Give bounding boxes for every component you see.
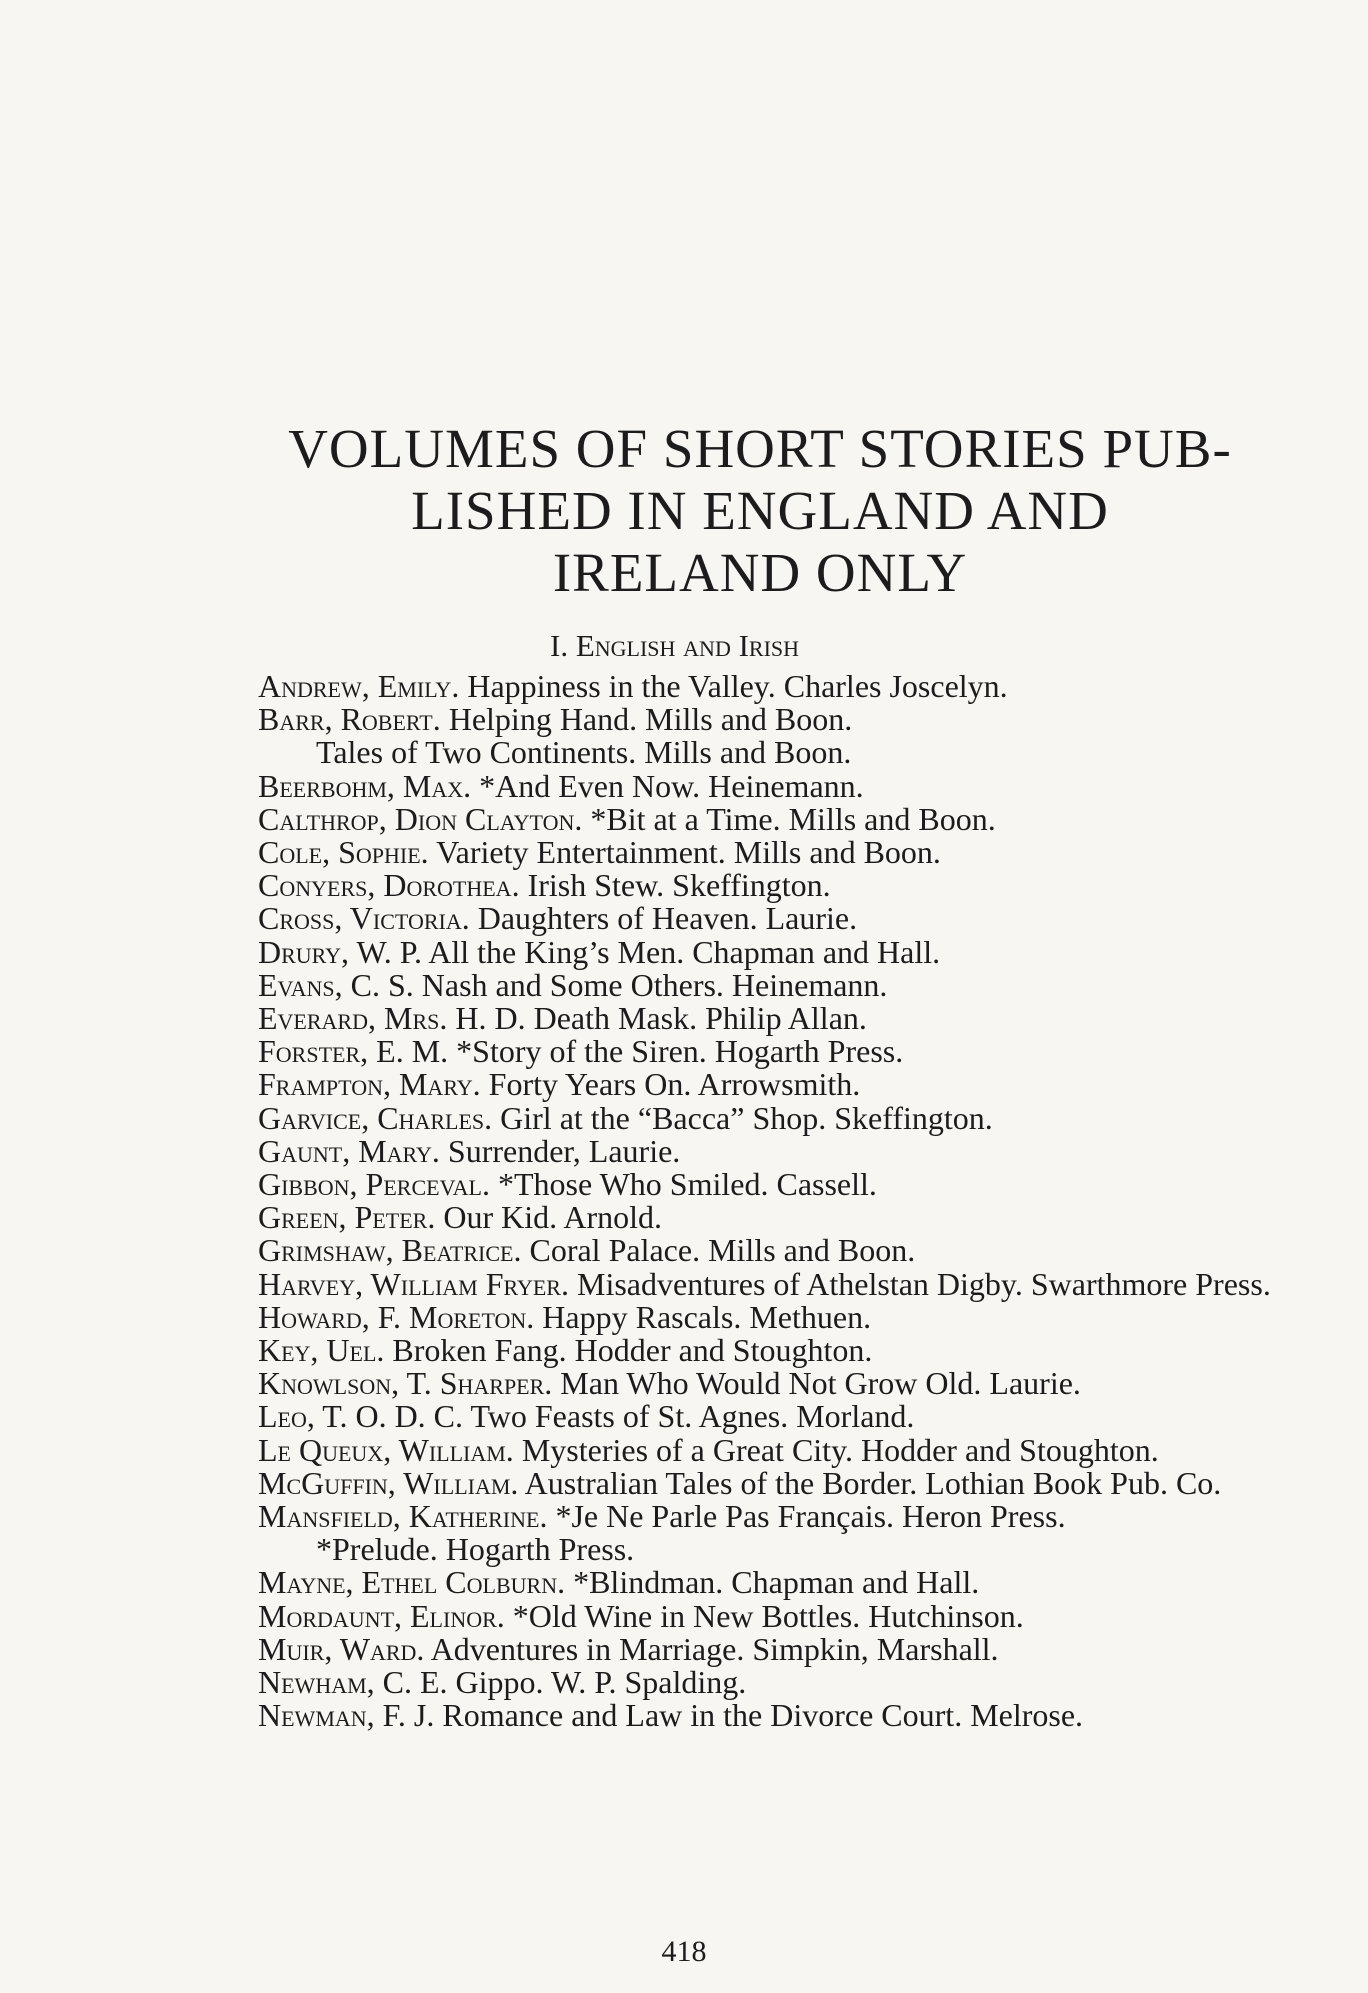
bibliography-entry [258,767,1288,804]
entry-work: Australian Tales of the Border. Lothian Book Pub. Co. [524,1464,1222,1501]
entry-author: Forster, E. M. [258,1033,449,1070]
entry-work: Misadventures of Athelstan Digby. Swarthmore Press. [576,1265,1271,1302]
entry-work: Two Feasts of St. Agnes. Morland. [470,1398,915,1435]
entry-author: Gaunt, Mary. [258,1132,440,1169]
entry-author: Gibbon, Perceval. [258,1166,490,1203]
bibliography-entry [258,1566,1288,1599]
entry-author: Conyers, Dorothea. [258,867,520,904]
page-title [220,418,1300,604]
bibliography-entry [258,836,1288,869]
entry-work: Forty Years On. Arrowsmith. [488,1066,861,1103]
entry-author: Barr, Robert. [258,701,441,738]
bibliography-entry [258,902,1288,935]
entry-work: Tales of Two Continents. Mills and Boon. [316,734,852,771]
entry-work: Helping Hand. Mills and Boon. [448,701,853,738]
entry-work: Man Who Would Not Grow Old. Laurie. [560,1365,1081,1402]
entry-author: Garvice, Charles. [258,1099,493,1136]
bibliography-entry [258,1597,1288,1634]
entry-work: *Bit at a Time. Mills and Boon. [590,800,996,837]
entry-author: Harvey, William Fryer. [258,1265,569,1302]
entry-work: Broken Fang. Hodder and Stoughton. [392,1332,873,1369]
entry-work: Irish Stew. Skeffington. [527,867,831,904]
bibliography-entry [258,1002,1288,1035]
entry-work: Our Kid. Arnold. [443,1199,662,1236]
bibliography-entry [258,1699,1288,1732]
bibliography-entry [258,1431,1288,1468]
bibliography-entry [258,1201,1288,1234]
bibliography-entry [258,1168,1288,1201]
entry-work: Adventures in Marriage. Simpkin, Marshall. [430,1630,999,1667]
entry-author: Knowlson, T. Sharper. [258,1365,553,1402]
bibliography-entry [258,1533,1288,1566]
bibliography-entry [258,1464,1288,1501]
bibliography-entry [258,1234,1288,1267]
entry-work: Romance and Law in the Divorce Court. Melrose. [442,1697,1084,1734]
entry-work: *Story of the Siren. Hogarth Press. [456,1033,904,1070]
entry-author: Frampton, Mary. [258,1066,481,1103]
entry-author: Key, Uel. [258,1332,385,1369]
entry-author: Drury, W. P. [258,933,422,970]
entry-author: Andrew, Emily. [258,668,460,704]
entry-work: *And Even Now. Heinemann. [479,767,864,804]
bibliography-entry [258,670,1288,703]
entry-work: *Those Who Smiled. Cassell. [497,1166,877,1203]
entry-work: Nash and Some Others. Heinemann. [421,966,888,1003]
entry-author: Calthrop, Dion Clayton. [258,800,583,837]
bibliography-entry [258,1400,1288,1433]
entry-author: Howard, F. Moreton. [258,1298,535,1335]
bibliography-entry [258,1099,1288,1136]
title-line: IRELAND ONLY [552,542,968,603]
bibliography-entry [258,1265,1288,1302]
bibliography-entry [258,736,1288,769]
entry-author: Grimshaw, Beatrice. [258,1232,522,1269]
entry-author: Beerbohm, Max. [258,767,472,804]
bibliography-entry [258,703,1288,736]
entry-work: Variety Entertainment. Mills and Boon. [436,834,941,871]
title-line: LISHED IN ENGLAND AND [411,480,1109,541]
entry-work: Happiness in the Valley. Charles Joscelyn. [467,668,1008,704]
entry-work: *Blindman. Chapman and Hall. [573,1564,980,1601]
entry-author: Mordaunt, Elinor. [258,1597,505,1634]
entry-work: *Old Wine in New Bottles. Hutchinson. [512,1597,1024,1634]
bibliography-list [258,670,1288,1733]
bibliography-entry [258,1367,1288,1400]
bibliography-entry [258,1035,1288,1068]
entry-author: Mansfield, Katherine. [258,1498,548,1535]
entry-author: Cross, Victoria. [258,900,470,937]
entry-author: Newham, C. E. [258,1664,448,1701]
entry-work: *Prelude. Hogarth Press. [316,1531,635,1568]
entry-work: All the King’s Men. Chapman and Hall. [428,933,941,970]
bibliography-entry [258,1132,1288,1169]
page-number: 418 [661,1935,707,1968]
entry-author: Evans, C. S. [258,966,414,1003]
bibliography-entry [258,1630,1288,1667]
bibliography-entry [258,1334,1288,1367]
entry-author: Cole, Sophie. [258,834,429,871]
entry-work: Girl at the “Bacca” Shop. Skeffington. [500,1099,993,1136]
entry-work: Death Mask. Philip Allan. [533,1000,867,1037]
entry-author: Everard, Mrs. H. D. [258,1000,526,1037]
bibliography-entry [258,933,1288,970]
bibliography-entry [258,1666,1288,1699]
title-line: VOLUMES OF SHORT STORIES PUB- [288,418,1232,479]
entry-work: Happy Rascals. Methuen. [542,1298,872,1335]
bibliography-entry [258,966,1288,1003]
bibliography-entry [258,1068,1288,1101]
entry-author: Le Queux, William. [258,1431,514,1468]
section-heading: I. English and Irish [550,628,800,663]
entry-work: Surrender, Laurie. [447,1132,681,1169]
entry-author: Leo, T. O. D. C. [258,1398,464,1435]
bibliography-entry [258,869,1288,902]
entry-work: Coral Palace. Mills and Boon. [529,1232,916,1269]
entry-author: Newman, F. J. [258,1697,435,1734]
bibliography-entry [258,1500,1288,1533]
entry-work: Mysteries of a Great City. Hodder and Stoughton. [521,1431,1159,1468]
entry-author: McGuffin, William. [258,1464,519,1501]
entry-work: Gippo. W. P. Spalding. [455,1664,747,1701]
entry-author: Green, Peter. [258,1199,436,1236]
bibliography-entry [258,800,1288,837]
entry-author: Mayne, Ethel Colburn. [258,1564,566,1601]
entry-work: Daughters of Heaven. Laurie. [477,900,858,937]
entry-author: Muir, Ward. [258,1630,425,1667]
entry-work: *Je Ne Parle Pas Français. Heron Press. [555,1498,1066,1535]
bibliography-entry [258,1298,1288,1335]
